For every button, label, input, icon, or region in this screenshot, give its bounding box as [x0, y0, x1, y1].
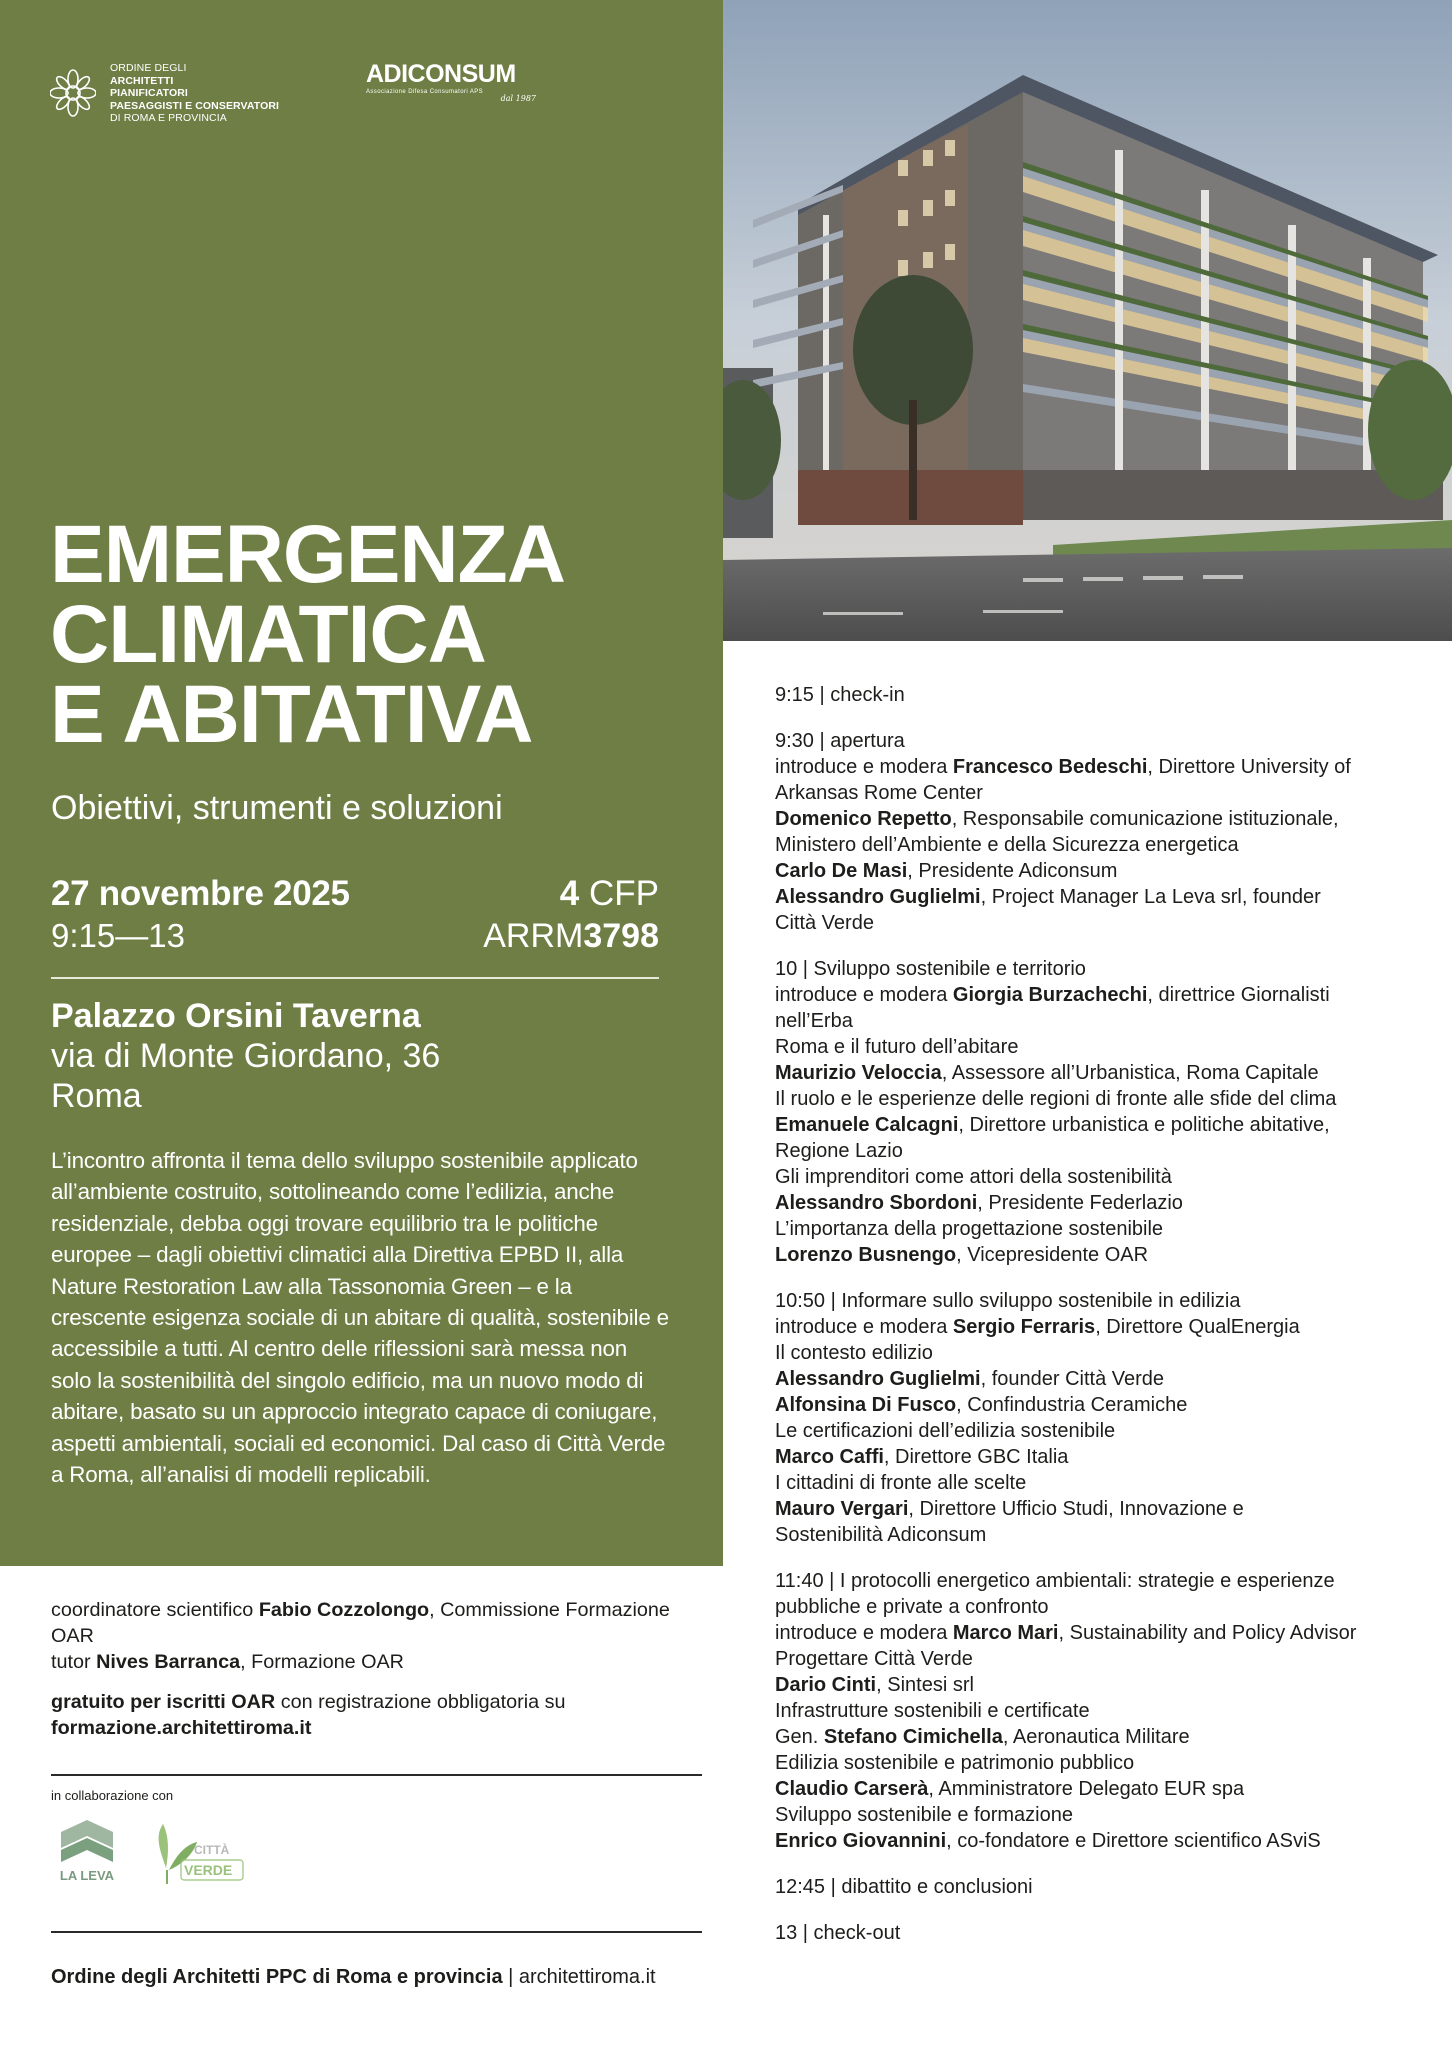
program-text: 12:45 | dibattito e conclusioni	[775, 1876, 1033, 1898]
program-line	[775, 1724, 1430, 1750]
program-line	[775, 1496, 1430, 1522]
program-text: 10:50 | Informare sullo sviluppo sostenibile in edilizia	[775, 1290, 1241, 1312]
program-line	[775, 1314, 1430, 1340]
program-line	[775, 1522, 1430, 1548]
partner-logos	[51, 1818, 351, 1898]
program-line	[775, 1418, 1430, 1444]
oar-logo-line: PIANIFICATORI	[110, 87, 188, 99]
program-line	[775, 754, 1430, 780]
program-text: L’importanza della progettazione sostenibile	[775, 1218, 1164, 1240]
program-text: , Presidente Adiconsum	[907, 860, 1118, 882]
program-line	[775, 1138, 1430, 1164]
program-line	[775, 1672, 1430, 1698]
program-line	[775, 832, 1430, 858]
footer-site-link[interactable]: architettiroma.it	[518, 1966, 656, 1988]
la-leva-logo	[60, 1820, 115, 1883]
venue-street: via di Monte Giordano, 36	[51, 1037, 441, 1075]
speaker-name: Francesco Bedeschi	[952, 756, 1148, 778]
program-slot	[775, 1920, 1430, 1946]
program-line	[775, 1920, 1430, 1946]
program-line	[775, 982, 1430, 1008]
speaker-name: Carlo De Masi	[775, 860, 908, 882]
program-slot	[775, 1288, 1430, 1548]
speaker-name: Marco Mari	[952, 1622, 1059, 1644]
program-text: , founder Città Verde	[980, 1368, 1165, 1390]
program-text: , direttrice Giornalisti	[1147, 984, 1330, 1006]
oar-logo-line: DI ROMA E PROVINCIA	[110, 112, 227, 124]
program-slot	[775, 1568, 1430, 1854]
adiconsum-logo	[366, 60, 536, 110]
program-line	[775, 1444, 1430, 1470]
program-line	[775, 682, 1430, 708]
program-text: Gli imprenditori come attori della sostenibilità	[775, 1166, 1172, 1188]
event-time: 9:15—13	[51, 917, 185, 954]
tutor-line: tutor Nives Barranca, Formazione OAR	[51, 1651, 404, 1673]
speaker-name: Claudio Carserà	[775, 1778, 929, 1800]
program-text: Regione Lazio	[775, 1140, 903, 1162]
program-slot	[775, 682, 1430, 708]
program-line	[775, 910, 1430, 936]
divider	[51, 977, 659, 979]
adiconsum-established: dal 1987	[500, 94, 536, 103]
program-line	[775, 1112, 1430, 1138]
speaker-name: Alfonsina Di Fusco	[775, 1394, 957, 1416]
program-text: , Confindustria Ceramiche	[956, 1394, 1188, 1416]
divider	[51, 1931, 702, 1933]
program-text: 13 | check-out	[775, 1922, 901, 1944]
venue	[51, 996, 440, 1116]
program-line	[775, 858, 1430, 884]
program-line	[775, 1594, 1430, 1620]
program-text: Arkansas Rome Center	[775, 782, 983, 804]
program-text: introduce e modera	[775, 984, 953, 1006]
speaker-name: Stefano Cimichella	[823, 1726, 1003, 1748]
registration-link[interactable]: formazione.architettiroma.it	[51, 1717, 312, 1739]
program-line	[775, 1828, 1430, 1854]
program-line	[775, 1470, 1430, 1496]
citta-verde-name-1: CITTÀ	[194, 1843, 230, 1857]
program-text: , Sustainability and Policy Advisor	[1058, 1622, 1357, 1644]
program-text: , Direttore Ufficio Studi, Innovazione e	[908, 1498, 1244, 1520]
speaker-name: Lorenzo Busnengo	[775, 1244, 957, 1266]
program-line	[775, 1646, 1430, 1672]
program-line	[775, 780, 1430, 806]
speaker-name: Dario Cinti	[775, 1674, 877, 1696]
program-line	[775, 1802, 1430, 1828]
program-text: , Direttore University of	[1147, 756, 1351, 778]
program-line	[775, 1164, 1430, 1190]
program-line	[775, 1288, 1430, 1314]
program-text: pubbliche e private a confronto	[775, 1596, 1049, 1618]
program-text: , Responsabile comunicazione istituzionale,	[951, 808, 1339, 830]
event-code: ARRM3798	[483, 917, 659, 955]
program-text: Progettare Città Verde	[775, 1648, 973, 1670]
program-text: , Amministratore Delegato EUR spa	[928, 1778, 1245, 1800]
oar-logo-line: ARCHITETTI	[110, 74, 174, 87]
title-line: CLIMATICA	[50, 589, 486, 680]
program-line	[775, 1874, 1430, 1900]
program-slot	[775, 728, 1430, 936]
program-text: Infrastrutture sostenibili e certificate	[775, 1700, 1090, 1722]
program	[775, 682, 1430, 1966]
program-text: 9:30 | apertura	[775, 730, 905, 752]
program-line	[775, 1340, 1430, 1366]
program-text: introduce e modera	[775, 756, 953, 778]
collab-logos	[51, 1818, 351, 1898]
speaker-name: Domenico Repetto	[775, 808, 952, 830]
divider	[51, 1774, 702, 1776]
program-text: Sviluppo sostenibile e formazione	[775, 1804, 1073, 1826]
footer: Ordine degli Architetti PPC di Roma e provincia | architettiroma.it	[51, 1966, 656, 1988]
event-subtitle: Obiettivi, strumenti e soluzioni	[51, 789, 503, 827]
program-text: nell’Erba	[775, 1010, 853, 1032]
title-line: E ABITATIVA	[50, 669, 533, 760]
speaker-name: Marco Caffi	[775, 1446, 884, 1468]
collab-label: in collaborazione con	[51, 1788, 174, 1803]
program-line	[775, 1366, 1430, 1392]
title-line: EMERGENZA	[50, 509, 565, 600]
cfp-credits: 4 CFP	[559, 874, 659, 913]
speaker-name: Enrico Giovannini	[775, 1830, 947, 1852]
program-text: , Project Manager La Leva srl, founder	[980, 886, 1321, 908]
program-text: introduce e modera	[775, 1316, 953, 1338]
program-text: 9:15 | check-in	[775, 684, 905, 706]
hero-panel	[0, 0, 723, 1566]
program-text: , Direttore urbanistica e politiche abitative,	[958, 1114, 1330, 1136]
program-line	[775, 1698, 1430, 1724]
program-slot	[775, 1874, 1430, 1900]
speaker-name: Alessandro Guglielmi	[775, 1368, 981, 1390]
program-slot	[775, 956, 1430, 1268]
program-line	[775, 1086, 1430, 1112]
program-line	[775, 1008, 1430, 1034]
speaker-name: Sergio Ferraris	[952, 1316, 1096, 1338]
coordinator-line: coordinatore scientifico Fabio Cozzolongo, Commissione Formazione OAR	[51, 1599, 670, 1647]
program-text: , Vicepresidente OAR	[956, 1244, 1149, 1266]
program-line	[775, 1750, 1430, 1776]
speaker-name: Maurizio Veloccia	[775, 1062, 942, 1084]
oar-logo-line: PAESAGGISTI E CONSERVATORI	[110, 99, 280, 112]
program-text: Gen.	[775, 1726, 824, 1748]
program-text: Sostenibilità Adiconsum	[775, 1524, 987, 1546]
oar-logo-line: ORDINE DEGLI	[110, 62, 187, 74]
speaker-name: Mauro Vergari	[775, 1498, 909, 1520]
venue-city: Roma	[51, 1077, 142, 1115]
speaker-name: Giorgia Burzachechi	[952, 984, 1148, 1006]
program-text: 10 | Sviluppo sostenibile e territorio	[775, 958, 1086, 980]
program-text: Ministero dell’Ambiente e della Sicurezza energetica	[775, 834, 1239, 856]
la-leva-name: LA LEVA	[59, 1868, 115, 1883]
program-line	[775, 1620, 1430, 1646]
speaker-name: Alessandro Guglielmi	[775, 886, 981, 908]
citta-verde-name-2: VERDE	[184, 1862, 233, 1878]
adiconsum-name: ADICONSUM	[366, 60, 516, 88]
adiconsum-tagline: Associazione Difesa Consumatori APS	[366, 89, 484, 95]
program-text: Le certificazioni dell’edilizia sostenibile	[775, 1420, 1116, 1442]
program-line	[775, 1060, 1430, 1086]
event-description: L’incontro affronta il tema dello sviluppo sostenibile applicato all’ambiente costruito, sottolineando come l’edilizia, anche residenziale, debba oggi trovare equilibrio tra le politiche europee – dagli obiettivi climatici alla Direttiva EPBD II, alla Nature Restoration Law alla Tassonomia Green – e la crescente esigenza sociale di un abitare di qualità, sostenibile e accessibile a tutti. Al centro delle riflessioni sarà messa non solo la sostenibilità del singolo edificio, ma un nuovo modo di abitare, basato su un approccio integrato capace di coniugare, aspetti ambientali, sociali ed economici. Dal caso di Città Verde a Roma, all’analisi di modelli replicabili.	[51, 1148, 669, 1488]
citta-verde-logo	[159, 1824, 243, 1884]
oar-flower-icon	[50, 64, 96, 122]
program-text: Città Verde	[775, 912, 874, 934]
program-text: Il ruolo e le esperienze delle regioni di fronte alle sfide del clima	[775, 1088, 1337, 1110]
program-text: I cittadini di fronte alle scelte	[775, 1472, 1027, 1494]
credits	[51, 1597, 691, 1741]
event-date: 27 novembre 2025	[51, 874, 350, 913]
oar-logo	[50, 62, 290, 132]
program-text: , Direttore GBC Italia	[883, 1446, 1069, 1468]
program-text: Edilizia sostenibile e patrimonio pubblico	[775, 1752, 1135, 1774]
program-text: Roma e il futuro dell’abitare	[775, 1036, 1019, 1058]
building-photo	[723, 0, 1452, 641]
program-line	[775, 1242, 1430, 1268]
program-line	[775, 956, 1430, 982]
program-line	[775, 728, 1430, 754]
registration-info: gratuito per iscritti OAR con registrazione obbligatoria su formazione.architettiroma.it	[51, 1691, 566, 1739]
footer-org: Ordine degli Architetti PPC di Roma e provincia	[51, 1966, 503, 1988]
program-text: , Aeronautica Militare	[1002, 1726, 1190, 1748]
program-line	[775, 1776, 1430, 1802]
program-line	[775, 1568, 1430, 1594]
venue-name: Palazzo Orsini Taverna	[51, 997, 421, 1035]
speaker-name: Alessandro Sbordoni	[775, 1192, 978, 1214]
program-text: , Assessore all’Urbanistica, Roma Capitale	[941, 1062, 1319, 1084]
program-line	[775, 1392, 1430, 1418]
program-line	[775, 1190, 1430, 1216]
program-text: , co-fondatore e Direttore scientifico ASviS	[946, 1830, 1321, 1852]
program-text: Il contesto edilizio	[775, 1342, 933, 1364]
program-line	[775, 884, 1430, 910]
program-text: , Presidente Federlazio	[977, 1192, 1183, 1214]
program-text: introduce e modera	[775, 1622, 953, 1644]
program-line	[775, 1034, 1430, 1060]
program-text: , Sintesi srl	[876, 1674, 974, 1696]
program-text: 11:40 | I protocolli energetico ambientali: strategie e esperienze	[775, 1570, 1335, 1592]
event-title	[50, 509, 565, 760]
program-line	[775, 1216, 1430, 1242]
program-text: , Direttore QualEnergia	[1095, 1316, 1300, 1338]
speaker-name: Emanuele Calcagni	[775, 1114, 959, 1136]
program-line	[775, 806, 1430, 832]
